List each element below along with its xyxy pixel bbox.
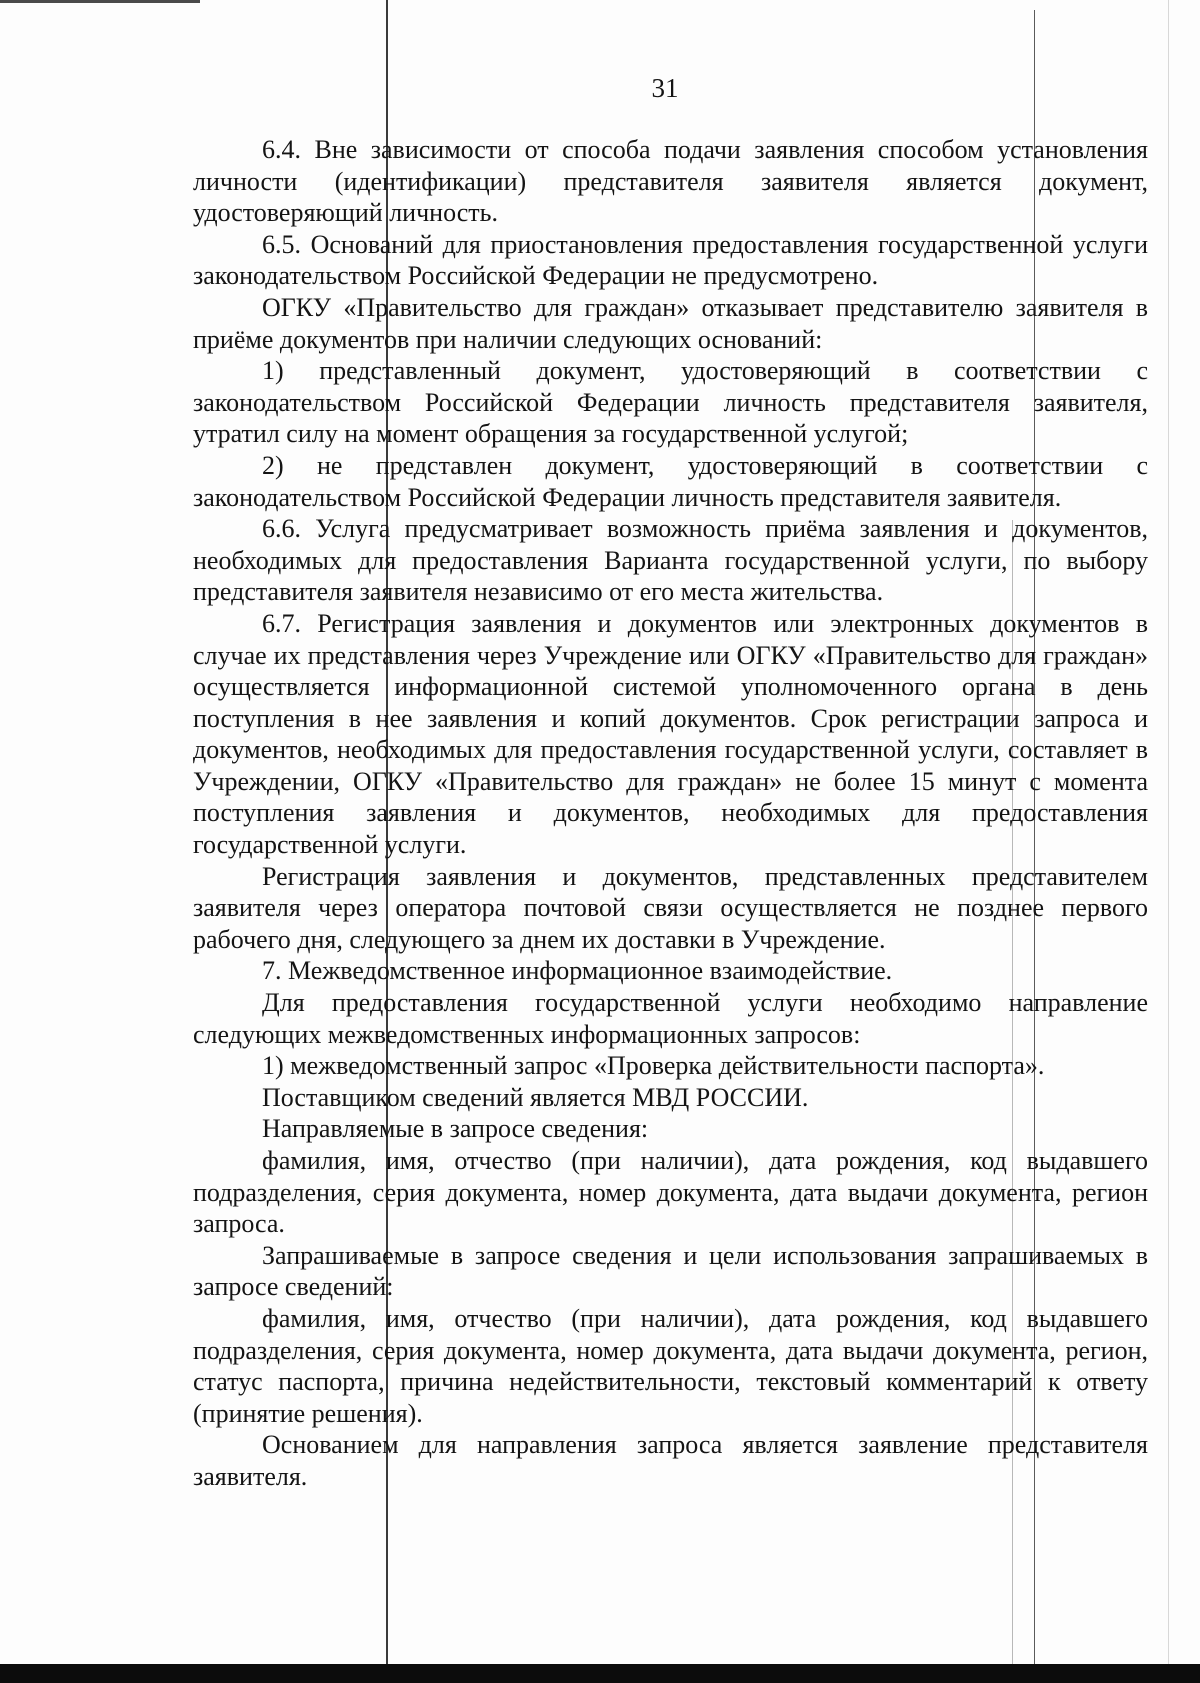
paragraph-sent-data: фамилия, имя, отчество (при наличии), дата рождения, код выдавшего подразделения, серия документа, номер документа, дата выдачи документа, регион запроса. xyxy=(193,1146,1148,1239)
section-7-heading: 7. Межведомственное информационное взаимодействие. xyxy=(262,956,893,986)
request-item-1: 1) межведомственный запрос «Проверка действительности паспорта». xyxy=(262,1051,1045,1081)
paragraph-sent-data-heading: Направляемые в запросе сведения: xyxy=(262,1114,649,1144)
paragraph-6-5: 6.5. Оснований для приостановления предоставления государственной услуги законодательством Российской Федерации не предусмотрено. xyxy=(193,229,1148,291)
scan-fold-line xyxy=(1168,0,1169,1664)
paragraph-provider: Поставщиком сведений является МВД РОССИИ. xyxy=(262,1082,809,1112)
page-number: 31 xyxy=(651,73,679,103)
paragraph-6-7: 6.7. Регистрация заявления и документов или электронных документов в случае их представления через Учреждение или ОГКУ «Правительство для граждан» осуществляется информационной системой уполномоченного органа в день поступления в нее заявления и копий документов. Срок регистрации запроса и документов, необходимых для предоставления государственной услуги, составляет в Учреждении, ОГКУ «Правительство для граждан» не более 15 минут с момента поступления заявления и документов, необходимых для предоставления государственной услуги. xyxy=(193,608,1148,860)
paragraph-postal-registration: Регистрация заявления и документов, представленных представителем заявителя через оператора почтовой связи осуществляется не позднее первого рабочего дня, следующего за днем их доставки в Учреждение. xyxy=(193,861,1148,954)
paragraph-refusal-intro: ОГКУ «Правительство для граждан» отказывает представителю заявителя в приёме документов при наличии следующих оснований: xyxy=(193,292,1148,354)
document-body xyxy=(193,134,1148,1493)
paragraph-6-6: 6.6. Услуга предусматривает возможность приёма заявления и документов, необходимых для предоставления Варианта государственной услуги, по выбору представителя заявителя независимо от его места жительства. xyxy=(193,514,1148,607)
paragraph-6-4: 6.4. Вне зависимости от способа подачи заявления способом установления личности (идентификации) представителя заявителя является документ, удостоверяющий личность. xyxy=(193,135,1148,228)
scan-edge-line xyxy=(0,0,200,3)
refusal-item-2: 2) не представлен документ, удостоверяющий в соответствии с законодательством Российской Федерации личность представителя заявителя. xyxy=(193,450,1148,512)
paragraph-requests-intro: Для предоставления государственной услуги необходимо направление следующих межведомственных информационных запросов: xyxy=(193,988,1148,1049)
paragraph-requested-data-heading: Запрашиваемые в запросе сведения и цели использования запрашиваемых в запросе сведений: xyxy=(193,1240,1148,1302)
scan-bottom-edge xyxy=(0,1664,1200,1683)
paragraph-request-basis: Основанием для направления запроса является заявление представителя заявителя. xyxy=(193,1430,1148,1491)
refusal-item-1: 1) представленный документ, удостоверяющий в соответствии с законодательством Российской Федерации личность представителя заявителя, утратил силу на момент обращения за государственной услугой; xyxy=(193,356,1148,449)
paragraph-requested-data: фамилия, имя, отчество (при наличии), дата рождения, код выдавшего подразделения, серия документа, номер документа, дата выдачи документа, регион, статус паспорта, причина недействительности, текстовый комментарий к ответу (принятие решения). xyxy=(193,1303,1148,1428)
